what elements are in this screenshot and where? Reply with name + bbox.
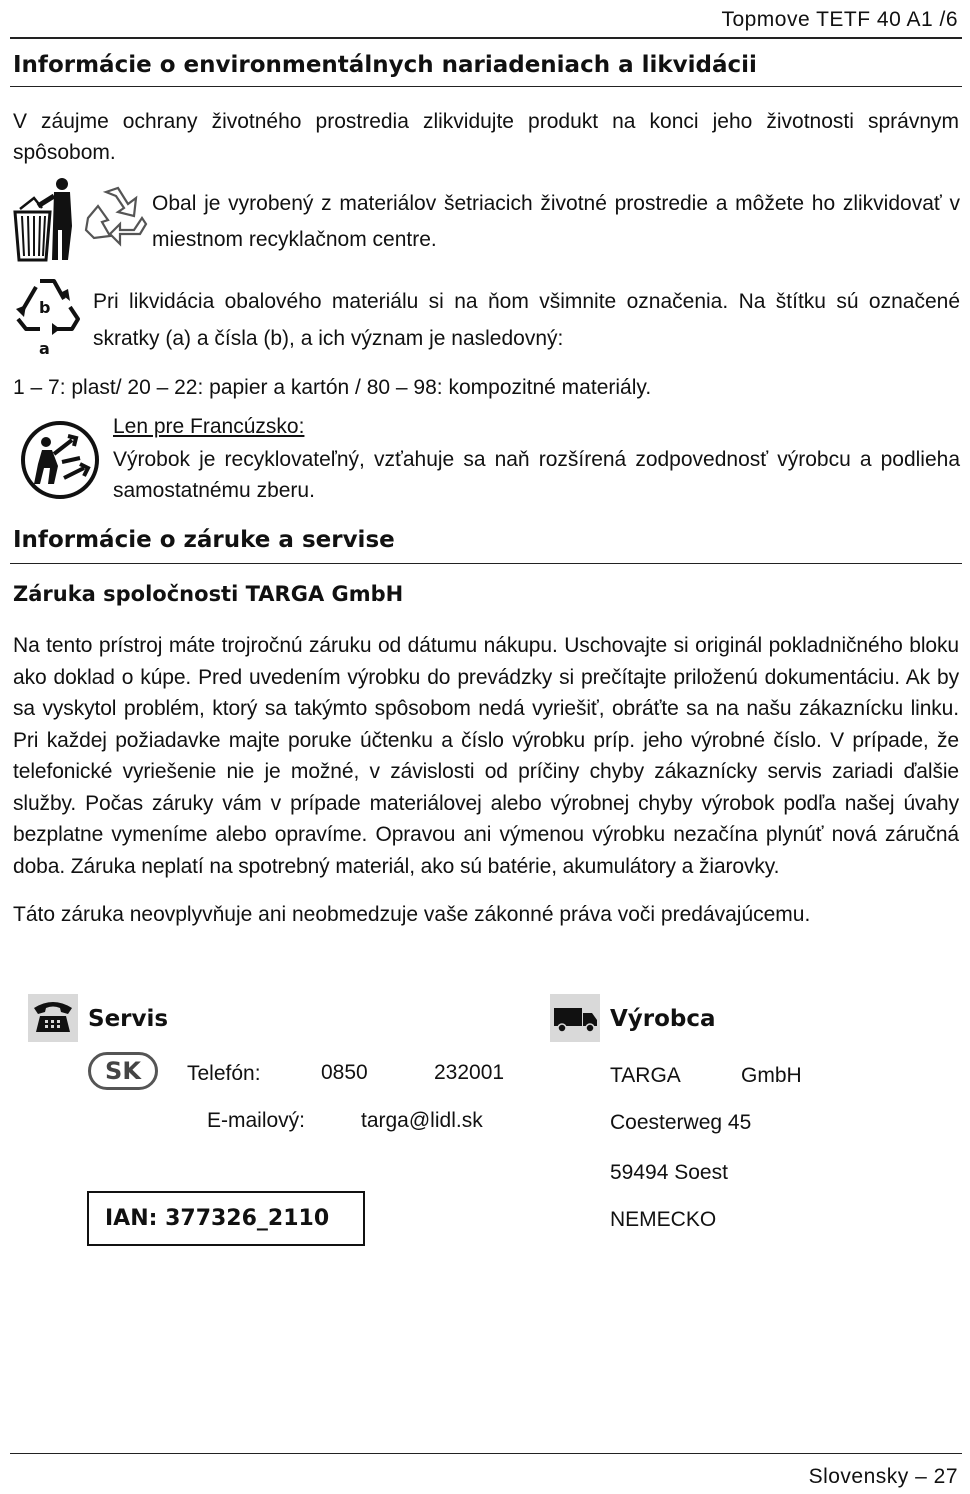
phone-label: Telefón: [187, 1062, 261, 1085]
email-value[interactable]: targa@lidl.sk [361, 1109, 483, 1132]
ian-number: IAN: 377326_2110 [105, 1206, 330, 1231]
warranty-statutory: Táto záruka neovplyvňuje ani neobmedzuje vaše zákonné práva voči predávajúcemu. [13, 903, 811, 926]
manufacturer-name-part2: GmbH [741, 1064, 802, 1087]
manufacturer-street: Coesterweg 45 [610, 1111, 752, 1134]
phone-part1: 0850 [321, 1061, 368, 1084]
country-badge [88, 1052, 158, 1090]
env-heading-rule [10, 86, 962, 87]
triman-recycle-icon [18, 418, 102, 502]
warranty-subheading: Záruka spoločnosti TARGA GmbH [13, 582, 404, 606]
warranty-heading-rule [10, 563, 962, 564]
manufacturer-city: 59494 Soest [610, 1161, 728, 1184]
service-title: Servis [88, 1006, 169, 1032]
phone-part2: 232001 [434, 1061, 505, 1084]
email-label: E-mailový: [207, 1109, 306, 1132]
france-text: Výrobok je recyklovateľný, vzťahuje sa naň rozšírená zodpovednosť výrobcu a podlieha samostatnému zberu. [113, 448, 960, 502]
footer-rule [10, 1453, 962, 1454]
warranty-heading: Informácie o záruke a servise [13, 527, 395, 553]
warranty-body: Na tento prístroj máte trojročnú záruku od dátumu nákupu. Uschovajte si originál pokladničného bloku ako doklad o kúpe. Pred uvedením výrobku do prevádzky si prečítajte priloženú dokumentáciu. Ak by sa vyskytol problém, ktorý sa takýmto spôsobom nedá vyriešiť, obráťte sa na našu zákaznícku linku. Pri každej požiadavke majte poruke účtenku a číslo výrobku príp. jeho výrobné číslo. V prípade, že telefonické vyriešenie nie je možné, v závislosti od príčiny chyby zákaznícky servis zariadi ďalšie služby. Počas záruky vám v prípade materiálovej alebo výrobnej chyby výrobok podľa našej úvahy bezplatne vymeníme alebo opravíme. Opravou ani výmenou výrobku nezačína plynúť nová záručná doba. Záruka neplatí na spotrebný materiál, ako sú batérie, akumulátory a žiarovky. [13, 634, 959, 878]
manufacturer-name-part1: TARGA [610, 1064, 681, 1087]
france-label [113, 411, 304, 442]
marking-text: Pri likvidácia obalového materiálu si na ňom všimnite označenia. Na štítku sú označené skratky (a) a čísla (b), a ich význam je nasledovný: [93, 290, 960, 350]
header-rule [10, 37, 962, 39]
ian-box [87, 1191, 365, 1246]
env-intro: V záujme ochrany životného prostredia zlikvidujte produkt na konci jeho životnosti správnym spôsobom. [13, 110, 959, 164]
manufacturer-country: NEMECKO [610, 1208, 717, 1231]
triangle-label-b: b [39, 298, 51, 317]
country-code: SK [105, 1057, 141, 1085]
france-label-text: Len pre Francúzsko: [113, 415, 305, 438]
truck-icon [550, 994, 600, 1042]
manufacturer-title: Výrobca [610, 1006, 716, 1032]
footer-page-label: Slovensky – 27 [808, 1465, 958, 1488]
packaging-text: Obal je vyrobený z materiálov šetriacich životné prostredie a môžete ho zlikvidovať v miestnom recyklačnom centre. [152, 192, 960, 251]
recycle-outline-icon [84, 184, 148, 250]
page-header-ref: Topmove TETF 40 A1 /6 [721, 8, 958, 31]
wheelie-bin-person-icon [12, 176, 80, 262]
env-heading: Informácie o environmentálnych nariadeniach a likvidácii [13, 52, 757, 78]
material-codes-line: 1 – 7: plast/ 20 – 22: papier a kartón / 80 – 98: kompozitné materiály. [13, 376, 652, 399]
triangle-label-a: a [39, 339, 50, 358]
telephone-icon [28, 994, 78, 1042]
